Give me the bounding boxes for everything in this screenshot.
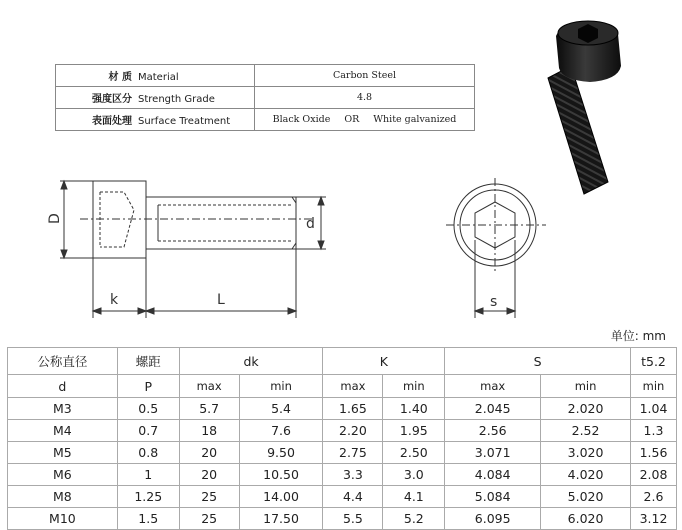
table-cell: 3.3 (323, 464, 383, 486)
surface-or: OR (344, 114, 360, 125)
sub-max: max (445, 375, 541, 398)
spec-en-label: Material (138, 72, 179, 83)
label-D: D (47, 213, 63, 224)
table-cell: 17.50 (239, 508, 323, 530)
dimension-table (7, 347, 677, 530)
table-cell: 4.020 (541, 464, 631, 486)
table-cell: 9.50 (239, 442, 323, 464)
table-cell: M8 (8, 486, 118, 508)
sub-min: min (239, 375, 323, 398)
header-nominal: 公称直径 (8, 348, 118, 375)
spec-value: 4.8 (255, 87, 475, 109)
spec-zh-label: 强度区分 (92, 94, 132, 105)
table-cell: 1 (117, 464, 179, 486)
table-cell: 1.3 (630, 420, 676, 442)
table-cell: 5.2 (383, 508, 445, 530)
table-cell: 1.5 (117, 508, 179, 530)
table-cell: 5.7 (179, 398, 239, 420)
side-view (60, 181, 326, 318)
label-s: s (490, 294, 498, 310)
table-cell: M10 (8, 508, 118, 530)
table-cell: 2.75 (323, 442, 383, 464)
spec-value: Carbon Steel (255, 65, 475, 87)
table-cell: 2.08 (630, 464, 676, 486)
table-row (8, 464, 677, 486)
table-row (8, 420, 677, 442)
surface-option-a: Black Oxide (272, 114, 331, 125)
table-cell: 18 (179, 420, 239, 442)
table-cell: 1.95 (383, 420, 445, 442)
sub-min: min (630, 375, 676, 398)
table-header-row (8, 348, 677, 375)
spec-en-label: Surface Treatment (138, 116, 231, 127)
sub-d: d (8, 375, 118, 398)
table-cell: 20 (179, 464, 239, 486)
header-pitch: 螺距 (117, 348, 179, 375)
table-cell: M4 (8, 420, 118, 442)
table-cell: 0.7 (117, 420, 179, 442)
surface-option-b: White galvanized (373, 114, 457, 125)
table-cell: 2.20 (323, 420, 383, 442)
bolt-photo (548, 21, 621, 194)
sub-p: P (117, 375, 179, 398)
table-cell: 1.04 (630, 398, 676, 420)
header-t: t5.2 (630, 348, 676, 375)
table-cell: 5.5 (323, 508, 383, 530)
table-cell: 14.00 (239, 486, 323, 508)
header-dk: dk (179, 348, 323, 375)
spec-en-label: Strength Grade (138, 94, 215, 105)
table-cell: 1.25 (117, 486, 179, 508)
table-cell: M3 (8, 398, 118, 420)
sub-max: max (323, 375, 383, 398)
table-row (8, 508, 677, 530)
table-subheader-row (8, 375, 677, 398)
table-cell: 2.50 (383, 442, 445, 464)
table-cell: 3.071 (445, 442, 541, 464)
table-cell: 4.1 (383, 486, 445, 508)
table-cell: 2.52 (541, 420, 631, 442)
header-s: S (445, 348, 631, 375)
unit-label: 单位: mm (610, 329, 666, 343)
table-cell: 7.6 (239, 420, 323, 442)
table-cell: 3.0 (383, 464, 445, 486)
table-cell: 3.020 (541, 442, 631, 464)
table-row (8, 486, 677, 508)
table-cell: 25 (179, 508, 239, 530)
table-cell: 6.020 (541, 508, 631, 530)
table-cell: 6.095 (445, 508, 541, 530)
sub-min: min (383, 375, 445, 398)
table-cell: 10.50 (239, 464, 323, 486)
table-cell: 2.6 (630, 486, 676, 508)
header-k: K (323, 348, 445, 375)
table-cell: 4.084 (445, 464, 541, 486)
table-cell: M5 (8, 442, 118, 464)
table-cell: 1.40 (383, 398, 445, 420)
label-d: d (306, 216, 315, 232)
label-L: L (217, 292, 225, 308)
spec-zh-label: 材 质 (108, 72, 132, 83)
spec-zh-label: 表面处理 (92, 116, 132, 127)
table-row (8, 442, 677, 464)
table-row (8, 398, 677, 420)
table-cell: 1.65 (323, 398, 383, 420)
table-cell: 3.12 (630, 508, 676, 530)
table-cell: 5.020 (541, 486, 631, 508)
table-cell: 5.084 (445, 486, 541, 508)
table-cell: 5.4 (239, 398, 323, 420)
table-cell: 25 (179, 486, 239, 508)
table-cell: 2.020 (541, 398, 631, 420)
table-cell: 2.045 (445, 398, 541, 420)
sub-min: min (541, 375, 631, 398)
table-cell: 4.4 (323, 486, 383, 508)
sub-max: max (179, 375, 239, 398)
table-body (8, 398, 677, 530)
table-cell: 1.56 (630, 442, 676, 464)
table-cell: 0.8 (117, 442, 179, 464)
table-cell: M6 (8, 464, 118, 486)
label-k: k (110, 292, 119, 308)
table-cell: 2.56 (445, 420, 541, 442)
table-cell: 20 (179, 442, 239, 464)
table-cell: 0.5 (117, 398, 179, 420)
